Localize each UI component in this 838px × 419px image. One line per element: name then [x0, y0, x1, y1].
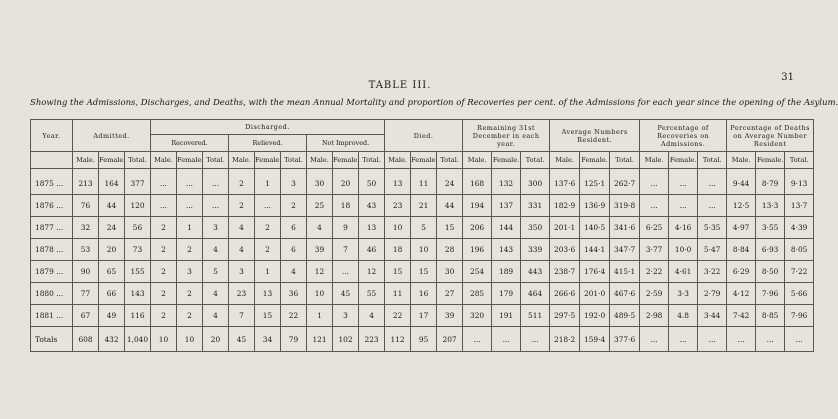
table-cell: 164: [99, 169, 125, 195]
header-admitted: Admitted.: [73, 120, 151, 152]
table-cell: 125·1: [580, 169, 610, 195]
table-cell: 90: [73, 261, 99, 283]
header-average: Average Numbers Resident.: [550, 120, 640, 152]
table-cell: 2·98: [640, 305, 669, 327]
table-cell: 297·5: [550, 305, 580, 327]
row-year: 1876 ...: [31, 195, 73, 217]
table-cell: 2: [151, 305, 177, 327]
table-cell: 39: [307, 239, 333, 261]
totals-cell: 1,040: [125, 327, 151, 352]
table-cell: 137: [492, 195, 521, 217]
totals-cell: ...: [669, 327, 698, 352]
table-cell: 13·7: [785, 195, 814, 217]
row-year: 1877 ...: [31, 217, 73, 239]
row-year: 1875 ...: [31, 169, 73, 195]
table-cell: 467·6: [610, 283, 640, 305]
table-cell: 2·59: [640, 283, 669, 305]
table-cell: 36: [281, 283, 307, 305]
table-cell: 8·79: [756, 169, 785, 195]
table-cell: 9·44: [727, 169, 756, 195]
table-cell: 4: [359, 305, 385, 327]
subheader-total: Total.: [203, 152, 229, 169]
subheader-male: Male.: [385, 152, 411, 169]
table-cell: 1: [255, 169, 281, 195]
table-cell: 17: [411, 305, 437, 327]
subheader-female: Female.: [580, 152, 610, 169]
subheader-male: Male.: [73, 152, 99, 169]
table-cell: 5: [411, 217, 437, 239]
table-cell: 10·0: [669, 239, 698, 261]
table-cell: 140·5: [580, 217, 610, 239]
table-cell: 6: [281, 217, 307, 239]
table-cell: 16: [411, 283, 437, 305]
table-cell: 341·6: [610, 217, 640, 239]
table-cell: 21: [411, 195, 437, 217]
table-cell: 144: [492, 217, 521, 239]
table-cell: 4.8: [669, 305, 698, 327]
header-recovered: Recovered.: [151, 135, 229, 152]
table-cell: 4: [203, 283, 229, 305]
table-cell: 415·1: [610, 261, 640, 283]
header-discharged: Discharged.: [151, 120, 385, 135]
totals-cell: 207: [437, 327, 463, 352]
table-cell: 262·7: [610, 169, 640, 195]
subheader-total: Total.: [125, 152, 151, 169]
table-cell: 155: [125, 261, 151, 283]
table-cell: 319·8: [610, 195, 640, 217]
table-cell: 3·77: [640, 239, 669, 261]
table-cell: 203·6: [550, 239, 580, 261]
row-year: 1881 ...: [31, 305, 73, 327]
table-cell: 13·3: [756, 195, 785, 217]
table-cell: 144·1: [580, 239, 610, 261]
table-cell: 4: [229, 239, 255, 261]
table-cell: 18: [385, 239, 411, 261]
table-cell: 2: [255, 217, 281, 239]
table-cell: 2: [177, 305, 203, 327]
table-cell: 8·05: [785, 239, 814, 261]
row-year: 1879 ...: [31, 261, 73, 283]
table-cell: 3: [281, 169, 307, 195]
header-remaining: Remaining 31st December in each year.: [463, 120, 550, 152]
table-cell: 12: [359, 261, 385, 283]
table-cell: 7: [333, 239, 359, 261]
table-cell: 11: [411, 169, 437, 195]
table-cell: 8·85: [756, 305, 785, 327]
table-row: [31, 169, 814, 195]
table-cell: 7·42: [727, 305, 756, 327]
subheader-total: Total.: [610, 152, 640, 169]
row-year: 1880 ...: [31, 283, 73, 305]
subheader-female: Female.: [177, 152, 203, 169]
totals-cell: 432: [99, 327, 125, 352]
table-cell: 464: [521, 283, 550, 305]
table-cell: 132: [492, 169, 521, 195]
table-cell: ...: [698, 169, 727, 195]
table-cell: 77: [73, 283, 99, 305]
table-cell: 182·9: [550, 195, 580, 217]
table-cell: 8·50: [756, 261, 785, 283]
totals-cell: 34: [255, 327, 281, 352]
totals-body: [31, 327, 814, 352]
table-cell: 6·29: [727, 261, 756, 283]
table-cell: 116: [125, 305, 151, 327]
table-cell: 73: [125, 239, 151, 261]
totals-cell: ...: [756, 327, 785, 352]
table-cell: 1: [307, 305, 333, 327]
totals-cell: 608: [73, 327, 99, 352]
table-cell: 443: [521, 261, 550, 283]
table-cell: 2: [229, 169, 255, 195]
table-cell: 266·6: [550, 283, 580, 305]
table-cell: 22: [385, 305, 411, 327]
subheader-female: Female.: [255, 152, 281, 169]
table-cell: ...: [151, 195, 177, 217]
table-cell: 39: [437, 305, 463, 327]
table-cell: 350: [521, 217, 550, 239]
header-died: Died.: [385, 120, 463, 152]
subheader-female: Female.: [333, 152, 359, 169]
table-cell: 4·39: [785, 217, 814, 239]
table-cell: 2·22: [640, 261, 669, 283]
table-cell: 120: [125, 195, 151, 217]
totals-cell: 159·4: [580, 327, 610, 352]
table-cell: 4·16: [669, 217, 698, 239]
header-pct-deaths: Percentage of Deaths on Average Number Resident: [727, 120, 814, 152]
table-cell: 196: [463, 239, 492, 261]
table-cell: 27: [437, 283, 463, 305]
totals-cell: 20: [203, 327, 229, 352]
table-cell: 22: [281, 305, 307, 327]
table-cell: 44: [99, 195, 125, 217]
table-cell: 238·7: [550, 261, 580, 283]
table-cell: 12·5: [727, 195, 756, 217]
table-cell: 15: [437, 217, 463, 239]
subheader-total: Total.: [437, 152, 463, 169]
table-cell: 46: [359, 239, 385, 261]
table-cell: 2: [151, 239, 177, 261]
table-cell: 285: [463, 283, 492, 305]
subheader-male: Male.: [229, 152, 255, 169]
totals-cell: ...: [463, 327, 492, 352]
table-cell: 194: [463, 195, 492, 217]
table-cell: 331: [521, 195, 550, 217]
subheader-female: Female.: [411, 152, 437, 169]
table-cell: 179: [492, 283, 521, 305]
table-cell: 137·6: [550, 169, 580, 195]
table-cell: 20: [99, 239, 125, 261]
totals-cell: 377·6: [610, 327, 640, 352]
table-cell: 9: [333, 217, 359, 239]
totals-cell: 112: [385, 327, 411, 352]
table-cell: 50: [359, 169, 385, 195]
totals-cell: 218·2: [550, 327, 580, 352]
subheader-female: Female.: [99, 152, 125, 169]
table-cell: 15: [255, 305, 281, 327]
table-cell: 4·97: [727, 217, 756, 239]
table-cell: 489·5: [610, 305, 640, 327]
table-cell: 191: [492, 305, 521, 327]
table-cell: 24: [437, 169, 463, 195]
table-cell: 18: [333, 195, 359, 217]
table-cell: 15: [411, 261, 437, 283]
subheader-total: Total.: [698, 152, 727, 169]
table-cell: 254: [463, 261, 492, 283]
table-cell: 53: [73, 239, 99, 261]
table-cell: 2: [151, 261, 177, 283]
table-cell: 3·55: [756, 217, 785, 239]
table-row: [31, 261, 814, 283]
table-cell: 23: [385, 195, 411, 217]
table-cell: 3: [177, 261, 203, 283]
table-cell: ...: [177, 195, 203, 217]
totals-cell: ...: [492, 327, 521, 352]
table-cell: ...: [203, 195, 229, 217]
table-cell: 2: [229, 195, 255, 217]
table-body: [31, 169, 814, 327]
table-cell: 4·12: [727, 283, 756, 305]
table-cell: 176·4: [580, 261, 610, 283]
statistics-table: [30, 119, 814, 352]
totals-cell: 10: [177, 327, 203, 352]
table-row: [31, 239, 814, 261]
table-cell: 10: [307, 283, 333, 305]
table-cell: 3·22: [698, 261, 727, 283]
table-cell: 7·96: [785, 305, 814, 327]
table-cell: 13: [359, 217, 385, 239]
table-cell: 32: [73, 217, 99, 239]
table-cell: ...: [177, 169, 203, 195]
table-cell: 12: [307, 261, 333, 283]
subheader-total: Total.: [785, 152, 814, 169]
table-cell: 65: [99, 261, 125, 283]
table-cell: 2: [177, 239, 203, 261]
table-cell: 206: [463, 217, 492, 239]
subheader-row: [31, 152, 814, 169]
header-year: Year.: [31, 120, 73, 152]
subheader-male: Male.: [463, 152, 492, 169]
table-row: [31, 283, 814, 305]
subheader-total: Total.: [281, 152, 307, 169]
table-cell: 25: [307, 195, 333, 217]
table-cell: 320: [463, 305, 492, 327]
table-cell: 4: [203, 305, 229, 327]
table-cell: 6: [281, 239, 307, 261]
table-cell: 56: [125, 217, 151, 239]
table-cell: 10: [385, 217, 411, 239]
table-cell: 347·7: [610, 239, 640, 261]
subheader-total: Total.: [359, 152, 385, 169]
table-cell: 3: [229, 261, 255, 283]
table-cell: 44: [437, 195, 463, 217]
table-cell: 20: [333, 169, 359, 195]
subheader-male: Male.: [640, 152, 669, 169]
header-relieved: Relieved.: [229, 135, 307, 152]
table-cell: 5·35: [698, 217, 727, 239]
header-not-improved: Not Improved.: [307, 135, 385, 152]
table-cell: 67: [73, 305, 99, 327]
table-cell: 300: [521, 169, 550, 195]
table-cell: ...: [669, 169, 698, 195]
table-cell: 55: [359, 283, 385, 305]
table-cell: 2·79: [698, 283, 727, 305]
table-cell: 10: [411, 239, 437, 261]
table-cell: 6·93: [756, 239, 785, 261]
table-cell: 28: [437, 239, 463, 261]
totals-cell: ...: [727, 327, 756, 352]
table-cell: 11: [385, 283, 411, 305]
totals-cell: 10: [151, 327, 177, 352]
table-cell: ...: [669, 195, 698, 217]
table-cell: ...: [333, 261, 359, 283]
table-cell: 5·66: [785, 283, 814, 305]
totals-cell: 95: [411, 327, 437, 352]
subheader-male: Male.: [151, 152, 177, 169]
subheader-total: Total.: [521, 152, 550, 169]
header-pct-recoveries: Percentage of Recoveries on Admissions.: [640, 120, 727, 152]
table-cell: 2: [177, 283, 203, 305]
table-cell: 3·3: [669, 283, 698, 305]
table-cell: 23: [229, 283, 255, 305]
table-cell: 143: [125, 283, 151, 305]
totals-cell: 79: [281, 327, 307, 352]
subheader-year-blank: [31, 152, 73, 169]
table-cell: 49: [99, 305, 125, 327]
table-cell: 1: [177, 217, 203, 239]
table-cell: 2: [151, 217, 177, 239]
table-cell: 3·44: [698, 305, 727, 327]
table-cell: 3: [203, 217, 229, 239]
table-cell: 30: [437, 261, 463, 283]
subheader-male: Male.: [307, 152, 333, 169]
table-row: [31, 217, 814, 239]
table-cell: 213: [73, 169, 99, 195]
table-cell: ...: [151, 169, 177, 195]
table-cell: 66: [99, 283, 125, 305]
totals-cell: 223: [359, 327, 385, 352]
table-cell: 13: [255, 283, 281, 305]
table-cell: 13: [385, 169, 411, 195]
table-cell: 15: [385, 261, 411, 283]
totals-cell: 102: [333, 327, 359, 352]
totals-cell: ...: [640, 327, 669, 352]
table-cell: 2: [281, 195, 307, 217]
table-cell: 4: [203, 239, 229, 261]
table-cell: 5·47: [698, 239, 727, 261]
table-cell: 7: [229, 305, 255, 327]
table-cell: 4: [281, 261, 307, 283]
subheader-male: Male.: [727, 152, 756, 169]
table-cell: 9·13: [785, 169, 814, 195]
table-cell: 339: [521, 239, 550, 261]
table-cell: 201·1: [550, 217, 580, 239]
table-cell: 4: [229, 217, 255, 239]
totals-cell: ...: [698, 327, 727, 352]
table-cell: 377: [125, 169, 151, 195]
table-cell: 511: [521, 305, 550, 327]
table-cell: 136·9: [580, 195, 610, 217]
table-cell: 8·84: [727, 239, 756, 261]
table-cell: 2: [255, 239, 281, 261]
table-cell: 6·25: [640, 217, 669, 239]
table-cell: 7·96: [756, 283, 785, 305]
table-cell: 4·61: [669, 261, 698, 283]
table-title: TABLE III.: [368, 80, 432, 91]
table-cell: 192·0: [580, 305, 610, 327]
table-cell: 1: [255, 261, 281, 283]
table-cell: 201·0: [580, 283, 610, 305]
totals-cell: 121: [307, 327, 333, 352]
subheader-female: Female.: [669, 152, 698, 169]
table-cell: ...: [640, 195, 669, 217]
table-cell: 2: [151, 283, 177, 305]
totals-cell: ...: [521, 327, 550, 352]
table-cell: 43: [359, 195, 385, 217]
row-year: 1878 ...: [31, 239, 73, 261]
table-cell: 45: [333, 283, 359, 305]
totals-row: [31, 327, 814, 352]
table-cell: 189: [492, 261, 521, 283]
subheader-male: Male.: [550, 152, 580, 169]
table-cell: ...: [203, 169, 229, 195]
table-cell: 5: [203, 261, 229, 283]
table-cell: 168: [463, 169, 492, 195]
totals-cell: ...: [785, 327, 814, 352]
table-row: [31, 305, 814, 327]
table-cell: 24: [99, 217, 125, 239]
totals-cell: 45: [229, 327, 255, 352]
totals-label: Totals: [31, 327, 73, 352]
table-cell: 7·22: [785, 261, 814, 283]
subheader-female: Female.: [492, 152, 521, 169]
table-cell: ...: [698, 195, 727, 217]
subheader-female: Female.: [756, 152, 785, 169]
table-subtitle: Showing the Admissions, Discharges, and Deaths, with the mean Annual Mortality and proportion of Recoveries per cent. of the Admissions for each year since the opening of the Asylum.: [30, 98, 838, 108]
table-cell: ...: [640, 169, 669, 195]
table-cell: 4: [307, 217, 333, 239]
table-cell: 143: [492, 239, 521, 261]
table-cell: ...: [255, 195, 281, 217]
table-cell: 3: [333, 305, 359, 327]
page-number: 31: [781, 72, 794, 83]
table-cell: 30: [307, 169, 333, 195]
table-row: [31, 195, 814, 217]
table-cell: 76: [73, 195, 99, 217]
